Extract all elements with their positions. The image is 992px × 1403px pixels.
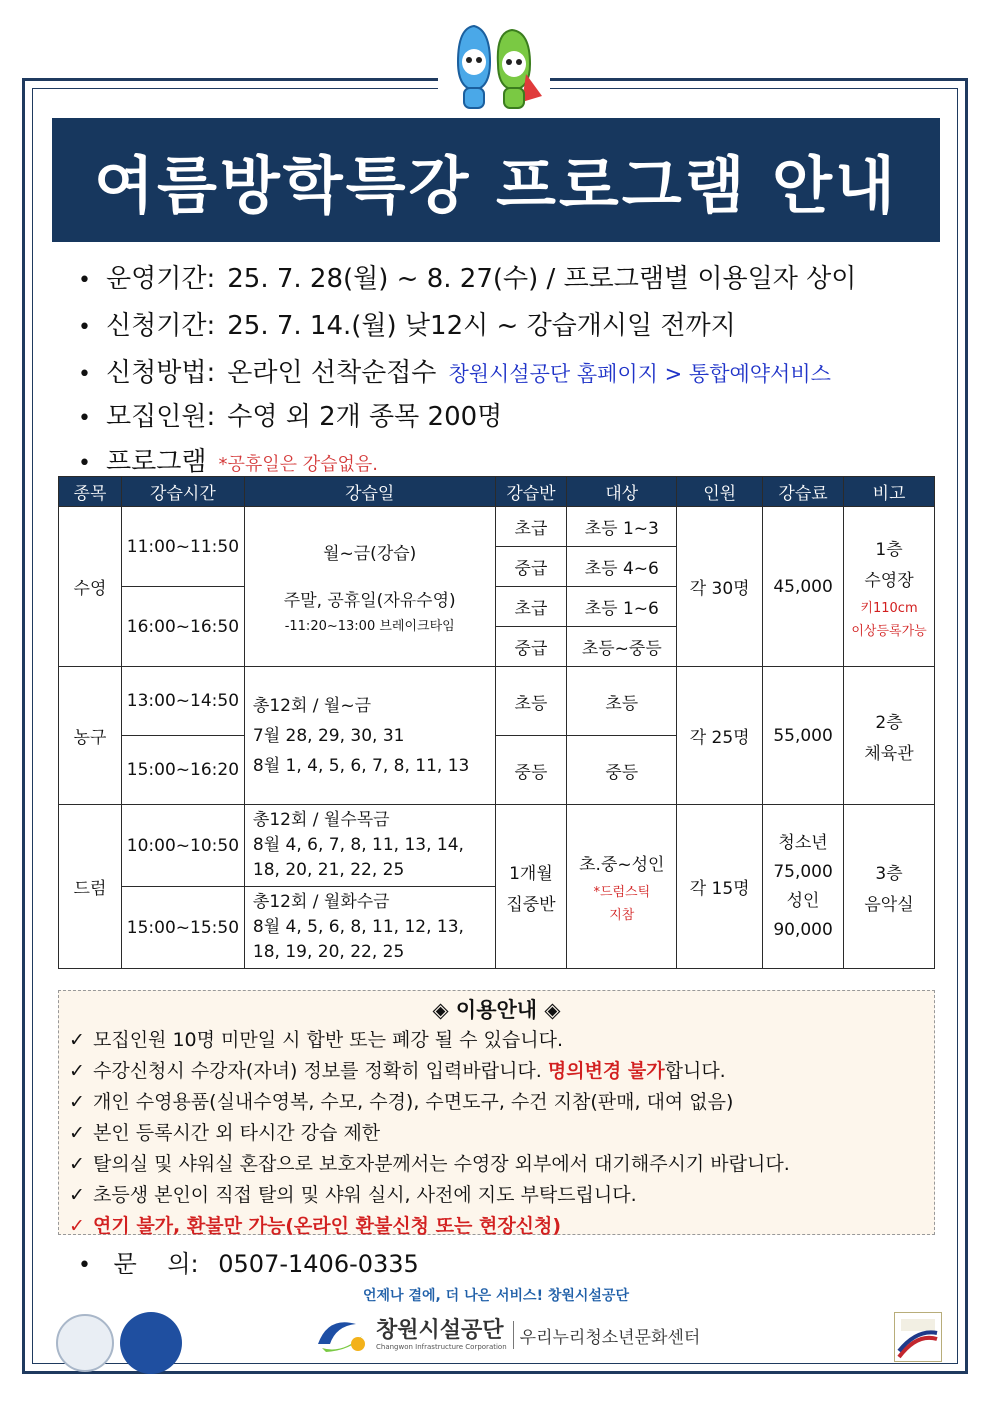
target-cell: 초등 [567,667,677,736]
time-cell: 13:00~14:50 [121,667,244,736]
program-table [58,476,935,969]
capacity-cell: 각 30명 [677,507,763,667]
target-cell: 중등 [567,736,677,805]
sport-cell: 드럼 [59,805,122,969]
table-row [59,507,935,547]
org-logo: 창원시설공단 Changwon Infrastructure Corporation 우리누리청소년문화센터 [312,1312,700,1358]
days-cell: 총12회 / 월화수금 8월 4, 5, 6, 8, 11, 12, 13, 18, 19, 20, 22, 25 [244,887,495,969]
header-cell: 인원 [677,477,763,507]
footer-slogan: 언제나 곁에, 더 나은 서비스! 창원시설공단 [363,1288,629,1304]
level-cell: 중급 [495,547,567,587]
table-row [59,667,935,736]
note-cell: 1층 수영장 키110cm 이상등록가능 [844,507,935,667]
quality-certification-logo [894,1312,942,1362]
check-icon: ✓ [69,1184,85,1206]
header-cell: 강습료 [763,477,844,507]
table-row [59,805,935,887]
notice-item: ✓ 본인 등록시간 외 타시간 강습 제한 [59,1118,934,1149]
fee-cell: 45,000 [763,507,844,667]
note-cell: 3층 음악실 [844,805,935,969]
level-cell: 1개월 집중반 [495,805,567,969]
check-icon: ✓ [69,1122,85,1144]
info-period: • 운영기간: 25. 7. 28(월) ~ 8. 27(수) / 프로그램별 이용일자 상이 [78,264,857,294]
time-cell: 11:00~11:50 [121,507,244,587]
notice-item: ✓ 탈의실 및 샤워실 혼잡으로 보호자분께서는 수영장 외부에서 대기해주시기 바랍니다. [59,1149,934,1180]
sport-cell: 농구 [59,667,122,805]
header-cell: 종목 [59,477,122,507]
target-cell: 초등 4~6 [567,547,677,587]
header-cell: 강습반 [495,477,567,507]
notice-item: ✓ 초등생 본인이 직접 탈의 및 샤워 실시, 사전에 지도 부탁드립니다. [59,1180,934,1211]
note-cell: 2층 체육관 [844,667,935,805]
level-cell: 중급 [495,627,567,667]
table-header-row [59,477,935,507]
consumer-certification-logo [56,1314,114,1372]
notice-item: ✓ 개인 수영용품(실내수영복, 수모, 수경), 수면도구, 수건 지참(판매, 대여 없음) [59,1087,934,1118]
fee-cell: 청소년 75,000 성인 90,000 [763,805,844,969]
title-banner [52,118,940,242]
mascot-illustration [438,22,550,114]
check-icon: ✓ [69,1060,85,1082]
info-method: • 신청방법: 온라인 선착순접수 창원시설공단 홈페이지 > 통합예약서비스 [78,358,831,388]
header-cell: 비고 [844,477,935,507]
notice-item: ✓ 연기 불가, 환불만 가능(온라인 환불신청 또는 현장신청) [59,1211,934,1242]
level-cell: 중등 [495,736,567,805]
days-cell: 총12회 / 월수목금 8월 4, 6, 7, 8, 11, 13, 14, 18, 20, 21, 22, 25 [244,805,495,887]
level-cell: 초등 [495,667,567,736]
time-cell: 15:00~15:50 [121,887,244,969]
check-icon: ✓ [69,1153,85,1175]
contact-line: • 문 의: 0507-1406-0335 [78,1250,419,1278]
header-cell: 강습시간 [121,477,244,507]
human-rights-logo [120,1312,182,1374]
time-cell: 15:00~16:20 [121,736,244,805]
info-apply: • 신청기간: 25. 7. 14.(월) 낮12시 ~ 강습개시일 전까지 [78,311,736,341]
time-cell: 10:00~10:50 [121,805,244,887]
sport-cell: 수영 [59,507,122,667]
notice-item: ✓ 수강신청시 수강자(자녀) 정보를 정확히 입력바랍니다. 명의변경 불가합니다. [59,1056,934,1087]
target-cell: 초.중~성인 *드럼스틱 지참 [567,805,677,969]
target-cell: 초등~중등 [567,627,677,667]
capacity-cell: 각 25명 [677,667,763,805]
fee-cell: 55,000 [763,667,844,805]
target-cell: 초등 1~3 [567,507,677,547]
header-cell: 강습일 [244,477,495,507]
info-recruit: • 모집인원: 수영 외 2개 종목 200명 [78,402,503,432]
check-icon: ✓ [69,1091,85,1113]
notice-item: ✓ 모집인원 10명 미만일 시 합반 또는 폐강 될 수 있습니다. [59,1025,934,1056]
level-cell: 초급 [495,507,567,547]
org-emblem-icon [312,1314,370,1356]
header-cell: 대상 [567,477,677,507]
days-cell: 월~금(강습) 주말, 공휴일(자유수영) -11:20~13:00 브레이크타임 [244,507,495,667]
notice-title: ◈ 이용안내 ◈ [432,998,561,1022]
usage-notice-box [58,990,935,1235]
level-cell: 초급 [495,587,567,627]
target-cell: 초등 1~6 [567,587,677,627]
reservation-link[interactable]: 창원시설공단 홈페이지 > 통합예약서비스 [448,362,831,386]
days-cell: 총12회 / 월~금 7월 28, 29, 30, 31 8월 1, 4, 5, 6, 7, 8, 11, 13 [244,667,495,805]
time-cell: 16:00~16:50 [121,587,244,667]
capacity-cell: 각 15명 [677,805,763,969]
info-program: • 프로그램 *공휴일은 강습없음. [78,447,379,477]
page-title: 여름방학특강 프로그램 안내 [94,148,898,222]
check-icon: ✓ [69,1029,85,1051]
check-icon: ✓ [69,1215,85,1237]
contact-phone[interactable]: 0507-1406-0335 [218,1250,419,1278]
